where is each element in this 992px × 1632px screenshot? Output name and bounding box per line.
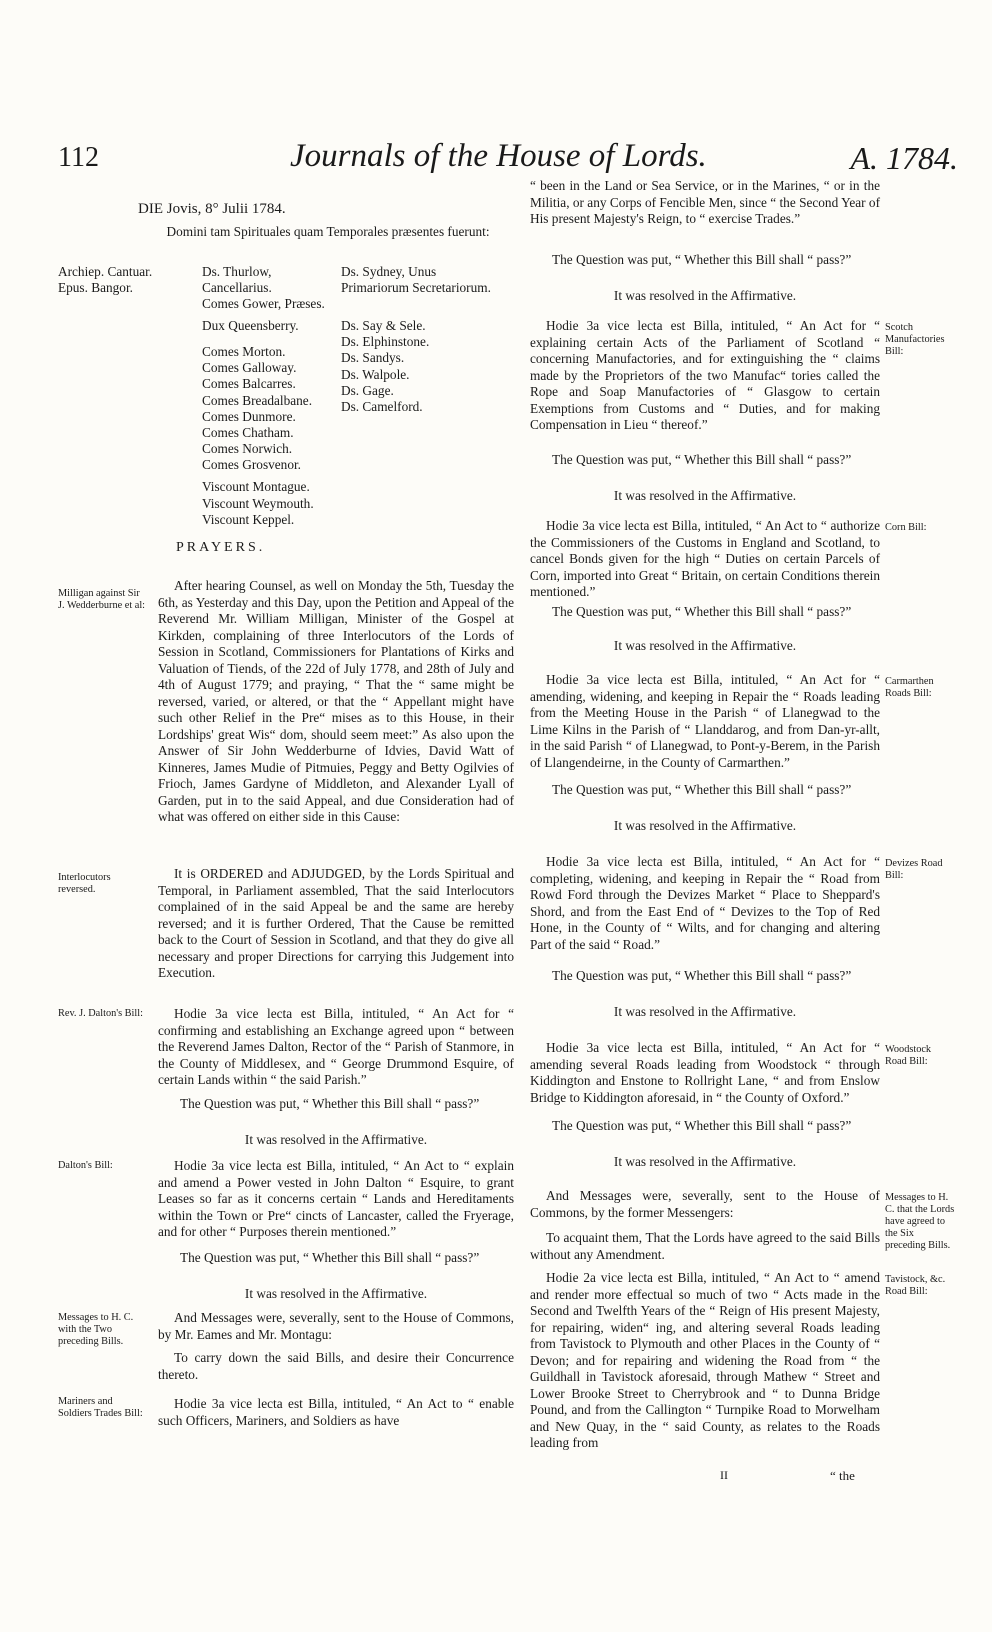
lord-name: Comes Breadalbane.	[202, 392, 313, 408]
question-line: The Question was put, “ Whether this Bill shall “ pass?”	[552, 782, 852, 797]
entry-text: Hodie 3a vice lecta est Billa, intituled, “ An Act to “ explain and amend a Power vested in John Dalton “ Esquire, to grant Leases so far as it concerns certain “ Lands and Hereditaments within the Town or Pre“ cincts of Lancaster, called the Fryerage, and for other “ Purposes therein mentioned.”	[158, 1158, 514, 1239]
lord-name: Comes Galloway.	[202, 360, 297, 376]
spiritual-lords	[58, 264, 178, 296]
entry-text: Hodie 3a vice lecta est Billa, intituled, “ An Act to “ enable such Officers, Mariners, and Soldiers as have	[158, 1396, 514, 1428]
margin-note: Corn Bill:	[885, 522, 927, 533]
lord-name: Viscount Weymouth.	[202, 495, 314, 511]
entry-text: Hodie 3a vice lecta est Billa, intituled, “ An Act for “ amending several Roads leading from Woodstock “ through Kiddington and Enstone to Rollright Lane, “ and from Enslow Bridge to Kiddington aforesaid, in “ the County of Oxford.”	[530, 1040, 880, 1105]
lords-column-2	[341, 264, 501, 415]
year-label: A. 1784.	[850, 140, 958, 176]
margin-note: Woodstock Road Bill:	[885, 1044, 932, 1067]
lord-name: Comes Norwich.	[202, 441, 293, 457]
margin-note: Rev. J. Dalton's Bill:	[58, 1008, 143, 1019]
resolved-line: It was resolved in the Affirmative.	[613, 818, 797, 833]
resolved-line: It was resolved in the Affirmative.	[244, 1286, 428, 1301]
journal-title: Journals of the House of Lords.	[290, 138, 707, 174]
margin-note: Milligan against Sir J. Wedderburne et al:	[58, 588, 146, 611]
question-line: The Question was put, “ Whether this Bill shall “ pass?”	[552, 252, 852, 267]
entry-text: And Messages were, severally, sent to the House of Commons, by Mr. Eames and Mr. Montagu:	[158, 1310, 514, 1342]
entry-text: After hearing Counsel, as well on Monday the 5th, Tuesday the 6th, as Yesterday and this Day, upon the Petition and Appeal of the Reverend Mr. William Milligan, Minister of the Gospel at Kirkden, complaining of three Interlocutors of the Lords of Session in Scotland, Commissioners for Plantations of Kirks and Valuation of Tiends, of the 22d of July 1778, and 28th of July and 4th of August 1779; and praying, “ That the “ same might be reversed, varied, or altered, or that the “ Appellant might have such other Relief in the Pre“ mises as to this House, in their Lordships' great Wis“ dom, should seem meet:” As also upon the Answer of Sir John Wedderburne of Idvies, David Watt of Kinneres, James Mudie of Pitmuies, Peggy and Betty Ogilvies of Frioch, James Gardyne of Middleton, and Alexander Lyall of Garden, put in to the said Appeal, and due Consideration had of what was offered on either side in this Cause:	[158, 578, 514, 824]
lord-name: Comes Dunmore.	[202, 408, 296, 424]
margin-note: Messages to H. C. that the Lords have agreed to the Six preceding Bills.	[885, 1192, 955, 1251]
question-line: The Question was put, “ Whether this Bill shall “ pass?”	[552, 968, 852, 983]
lord-name: Ds. Elphinstone.	[341, 334, 430, 350]
lord-name: Ds. Walpole.	[341, 366, 410, 382]
entry-text: Hodie 3a vice lecta est Billa, intituled, “ An Act for “ amending, widening, and keeping in Repair the “ Roads leading from the Meeting House in the Parish “ of Llanegwad to the Lime Kilns in the Parish of “ Llanddarog, and from Dan-yr-allt, in the said Parish “ of Llanegwad, to Pont-y-Berem, in the Parish of Llangendeirne, in the County of Carmarthen.”	[530, 672, 880, 770]
lord-name: Ds. Sandys.	[341, 350, 405, 366]
margin-note: Tavistock, &c. Road Bill:	[885, 1274, 946, 1297]
margin-note: Messages to H. C. with the Two preceding Bills.	[58, 1312, 134, 1347]
entry-text: Hodie 2a vice lecta est Billa, intituled, “ An Act to “ amend and render more effectual so much of two “ Acts made in the Second and Twelfth Years of the “ Reign of His present Majesty, for repairing, widen“ ing, and altering several Roads leading from Tavistock to Plymouth and other Places in the County of “ Devon; and for repairing and widening the Road from “ the Guildhall in Tavistock aforesaid, through Mathew “ Street and Lower Brooke Street to Cherrybrook and “ to Dunna Bridge Pound, and from the Callington “ Turnpike Road to Morwelham and New Quay, in the “ said County, as relates to the Roads leading from	[530, 1270, 880, 1450]
spiritual-lord: Archiep. Cantuar.	[58, 264, 153, 279]
prayers-heading: PRAYERS.	[176, 540, 266, 555]
resolved-line: It was resolved in the Affirmative.	[613, 1154, 797, 1169]
entry-text: And Messages were, severally, sent to the House of Commons, by the former Messengers:	[530, 1188, 880, 1220]
margin-note: Dalton's Bill:	[58, 1160, 113, 1171]
entry-text: It is ORDERED and ADJUDGED, by the Lords Spiritual and Temporal, in Parliament assembled, That the said Interlocutors complained of in the said Appeal be and the same are hereby reversed; and it is further Ordered, That the Cause be remitted back to the Court of Session in Scotland, and that they do give all necessary and proper Directions for carrying this Judgement into Execution.	[158, 866, 514, 980]
lord-name: Ds. Thurlow, Cancellarius.	[202, 264, 272, 296]
lords-column-1	[202, 264, 340, 528]
margin-note: Interlocutors reversed.	[58, 872, 111, 895]
entry-text: Hodie 3a vice lecta est Billa, intituled, “ An Act for “ explaining certain Acts of the Parliament of Scotland “ concerning Manufactories, and for extinguishing the “ claims made by the Proprietors of the two Manufac“ tories called the Rope and Soap Manufactories of “ Glasgow to certain Exemptions from Customs and “ Duties, and for making Compensation in Lieu “ thereof.”	[530, 318, 880, 432]
page-number: 112	[58, 142, 99, 173]
lord-name: Ds. Gage.	[341, 382, 394, 398]
lord-name: Viscount Keppel.	[202, 511, 295, 527]
entry-text: Hodie 3a vice lecta est Billa, intituled, “ An Act to “ authorize the Commissioners of the Customs in England and Scotland, to cancel Bonds given for the high “ Duties on certain Parcels of Corn, imported into Great “ Britain, on certain Conditions therein mentioned.”	[530, 518, 880, 599]
question-line: The Question was put, “ Whether this Bill shall “ pass?”	[180, 1096, 480, 1111]
date-line: DIE Jovis, 8° Julii 1784.	[138, 201, 286, 217]
entry-extra: To carry down the said Bills, and desire their Concurrence thereto.	[158, 1350, 514, 1382]
catchword: “ the	[830, 1468, 855, 1483]
resolved-line: It was resolved in the Affirmative.	[244, 1132, 428, 1147]
entry-text: Hodie 3a vice lecta est Billa, intituled, “ An Act for “ confirming and establishing an Exchange agreed upon “ between the Reverend James Dalton, Rector of the “ Parish of Stanmore, in the County of Middlesex, and “ George Drummond Esquire, of certain Lands within “ the said Parish.”	[158, 1006, 514, 1087]
lord-name: Ds. Camelford.	[341, 399, 423, 415]
question-line: The Question was put, “ Whether this Bill shall “ pass?”	[552, 604, 852, 619]
lord-name: Comes Gower, Præses.	[202, 296, 325, 311]
entry-text: “ been in the Land or Sea Service, or in the Marines, “ or in the Militia, or any Corps of Fencible Men, since “ the Second Year of His present Majesty's Reign, to “ exercise Trades.”	[530, 178, 880, 226]
resolved-line: It was resolved in the Affirmative.	[613, 288, 797, 303]
lord-name: Viscount Montague.	[202, 479, 310, 495]
present-line: Domini tam Spirituales quam Temporales præsentes fuerunt:	[166, 224, 490, 239]
entry-text: Hodie 3a vice lecta est Billa, intituled, “ An Act for “ completing, widening, and keeping in Repair the “ Road from Rowd Ford through the Devizes Market “ Place to Sheppard's Shord, and from the East End of “ Devizes to the Top of Red Hone, in the County of “ Wilts, and for changing and altering Part of the said “ Road.”	[530, 854, 880, 952]
lord-name: Comes Balcarres.	[202, 376, 296, 392]
resolved-line: It was resolved in the Affirmative.	[613, 488, 797, 503]
question-line: The Question was put, “ Whether this Bill shall “ pass?”	[552, 1118, 852, 1133]
margin-note: Devizes Road Bill:	[885, 858, 943, 881]
lord-name: Comes Morton.	[202, 344, 286, 359]
lord-name: Comes Grosvenor.	[202, 457, 301, 473]
question-line: The Question was put, “ Whether this Bill shall “ pass?”	[180, 1250, 480, 1265]
lord-name: Dux Queensberry.	[202, 318, 299, 333]
resolved-line: It was resolved in the Affirmative.	[613, 638, 797, 653]
question-line: The Question was put, “ Whether this Bill shall “ pass?”	[552, 452, 852, 467]
margin-note: Scotch Manufactories Bill:	[885, 322, 945, 357]
margin-note: Mariners and Soldiers Trades Bill:	[58, 1396, 143, 1419]
signature-mark: II	[720, 1468, 728, 1482]
lord-name: Ds. Sydney, Unus Primariorum Secretariorum.	[341, 264, 491, 296]
lord-name: Comes Chatham.	[202, 425, 294, 441]
lord-name: Ds. Say & Sele.	[341, 318, 426, 333]
spiritual-lord: Epus. Bangor.	[58, 280, 133, 296]
entry-extra: To acquaint them, That the Lords have agreed to the said Bills without any Amendment.	[530, 1230, 880, 1262]
resolved-line: It was resolved in the Affirmative.	[613, 1004, 797, 1019]
margin-note: Carmarthen Roads Bill:	[885, 676, 934, 699]
